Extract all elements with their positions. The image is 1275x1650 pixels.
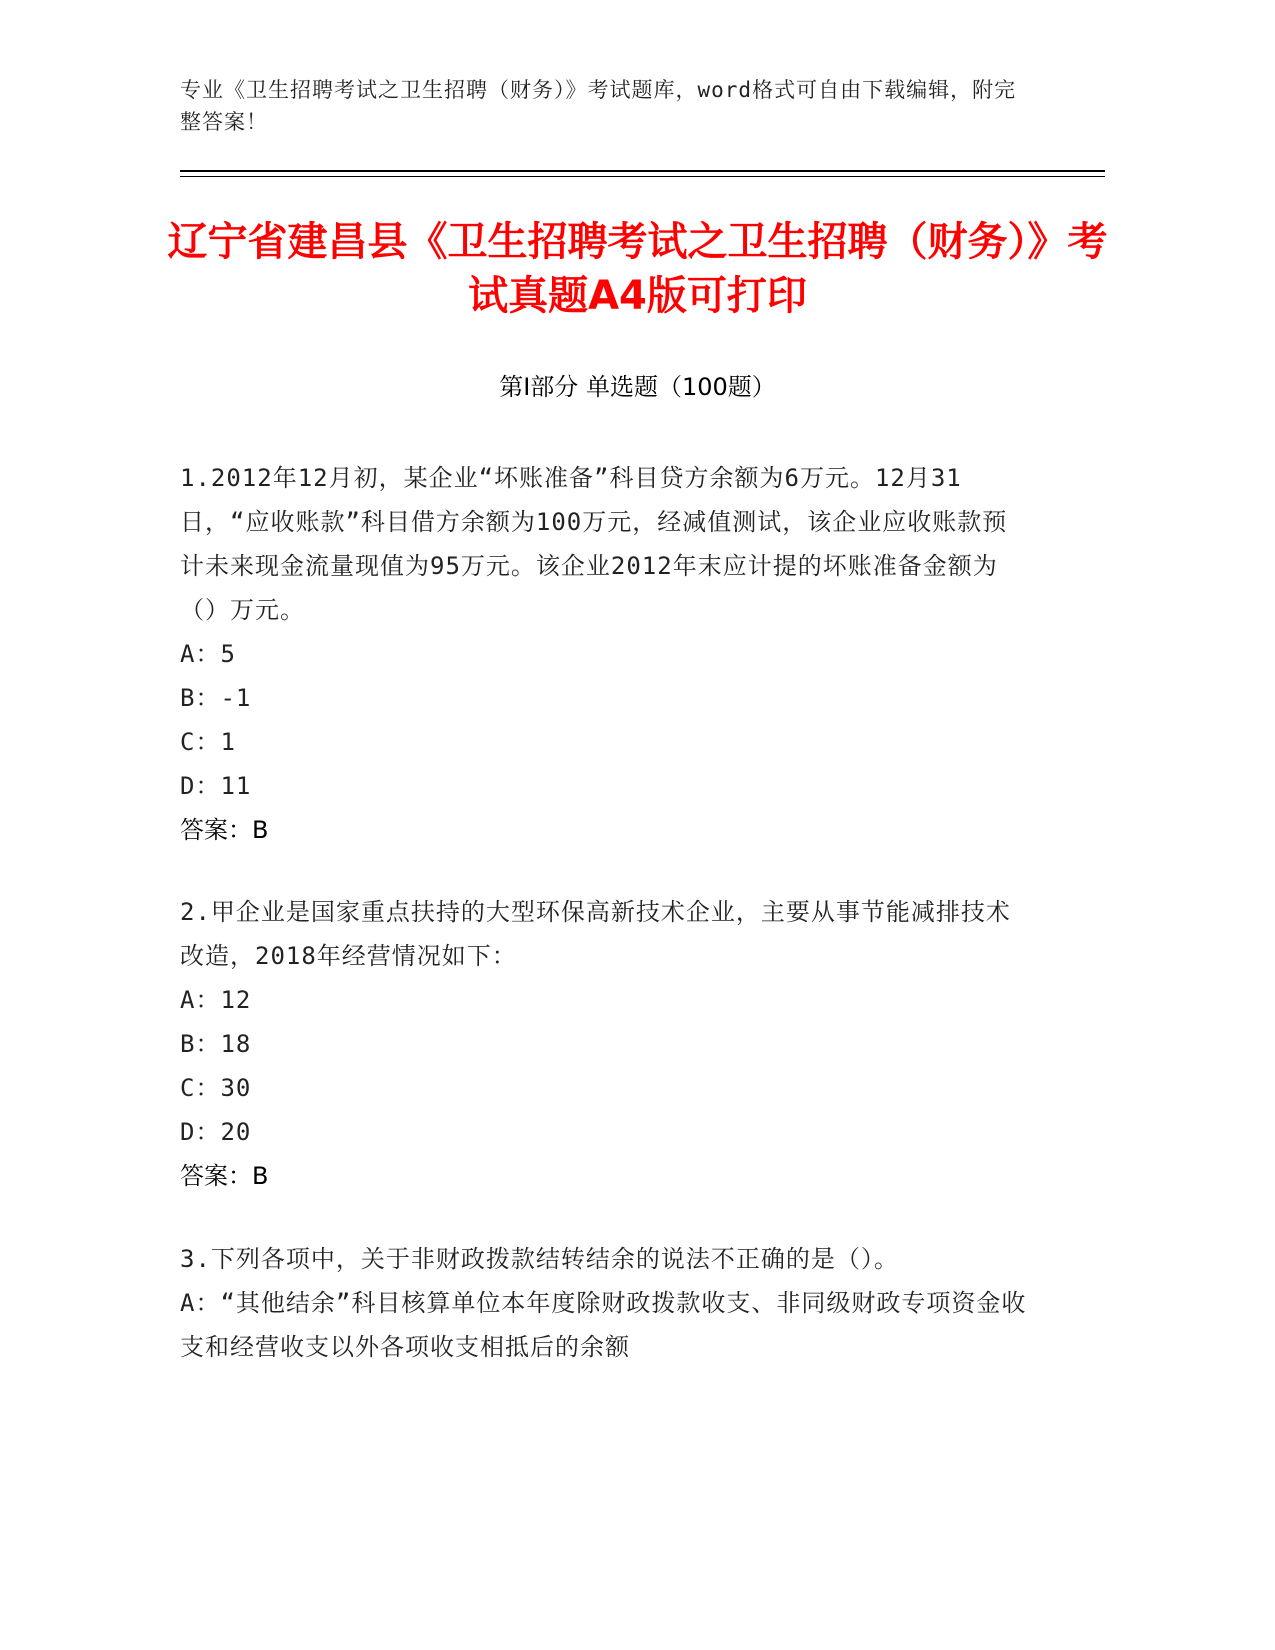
- question-2: [180, 890, 1030, 1198]
- header-note: 专业《卫生招聘考试之卫生招聘（财务）》考试题库，word格式可自由下载编辑，附完整答案！: [180, 78, 1017, 134]
- option-a: A：12: [180, 986, 252, 1014]
- header-rule-thin: [180, 176, 1105, 177]
- question-text: 1.2012年12月初，某企业“坏账准备”科目贷方余额为6万元。12月31日，“应收账款”科目借方余额为100万元，经减值测试，该企业应收账款预计未来现金流量现值为95万元。该企业2012年末应计提的坏账准备金额为（）万元。: [180, 464, 1008, 624]
- answer: 答案：B: [180, 816, 269, 844]
- question-text: 3.下列各项中，关于非财政拨款结转结余的说法不正确的是（）。: [180, 1245, 899, 1273]
- option-b: B：18: [180, 1030, 252, 1058]
- option-d: D：20: [180, 1118, 252, 1146]
- option-d: D：11: [180, 772, 252, 800]
- option-a: A：5: [180, 640, 236, 668]
- document-title: 辽宁省建昌县《卫生招聘考试之卫生招聘（财务）》考试真题A4版可打印: [167, 219, 1108, 319]
- option-b: B：-1: [180, 684, 252, 712]
- question-3: [180, 1237, 1030, 1369]
- section-title: 第Ⅰ部分 单选题（100题）: [499, 373, 776, 401]
- answer: 答案：B: [180, 1162, 269, 1190]
- option-c: C：1: [180, 728, 236, 756]
- option-c: C：30: [180, 1074, 252, 1102]
- question-text: 2.甲企业是国家重点扶持的大型环保高新技术企业，主要从事节能减排技术改造，2018年经营情况如下：: [180, 898, 1011, 970]
- header-rule-thick: [180, 170, 1105, 172]
- option-a: A：“其他结余”科目核算单位本年度除财政拨款收支、非同级财政专项资金收支和经营收支以外各项收支相抵后的余额: [180, 1289, 1027, 1361]
- question-1: [180, 456, 1030, 852]
